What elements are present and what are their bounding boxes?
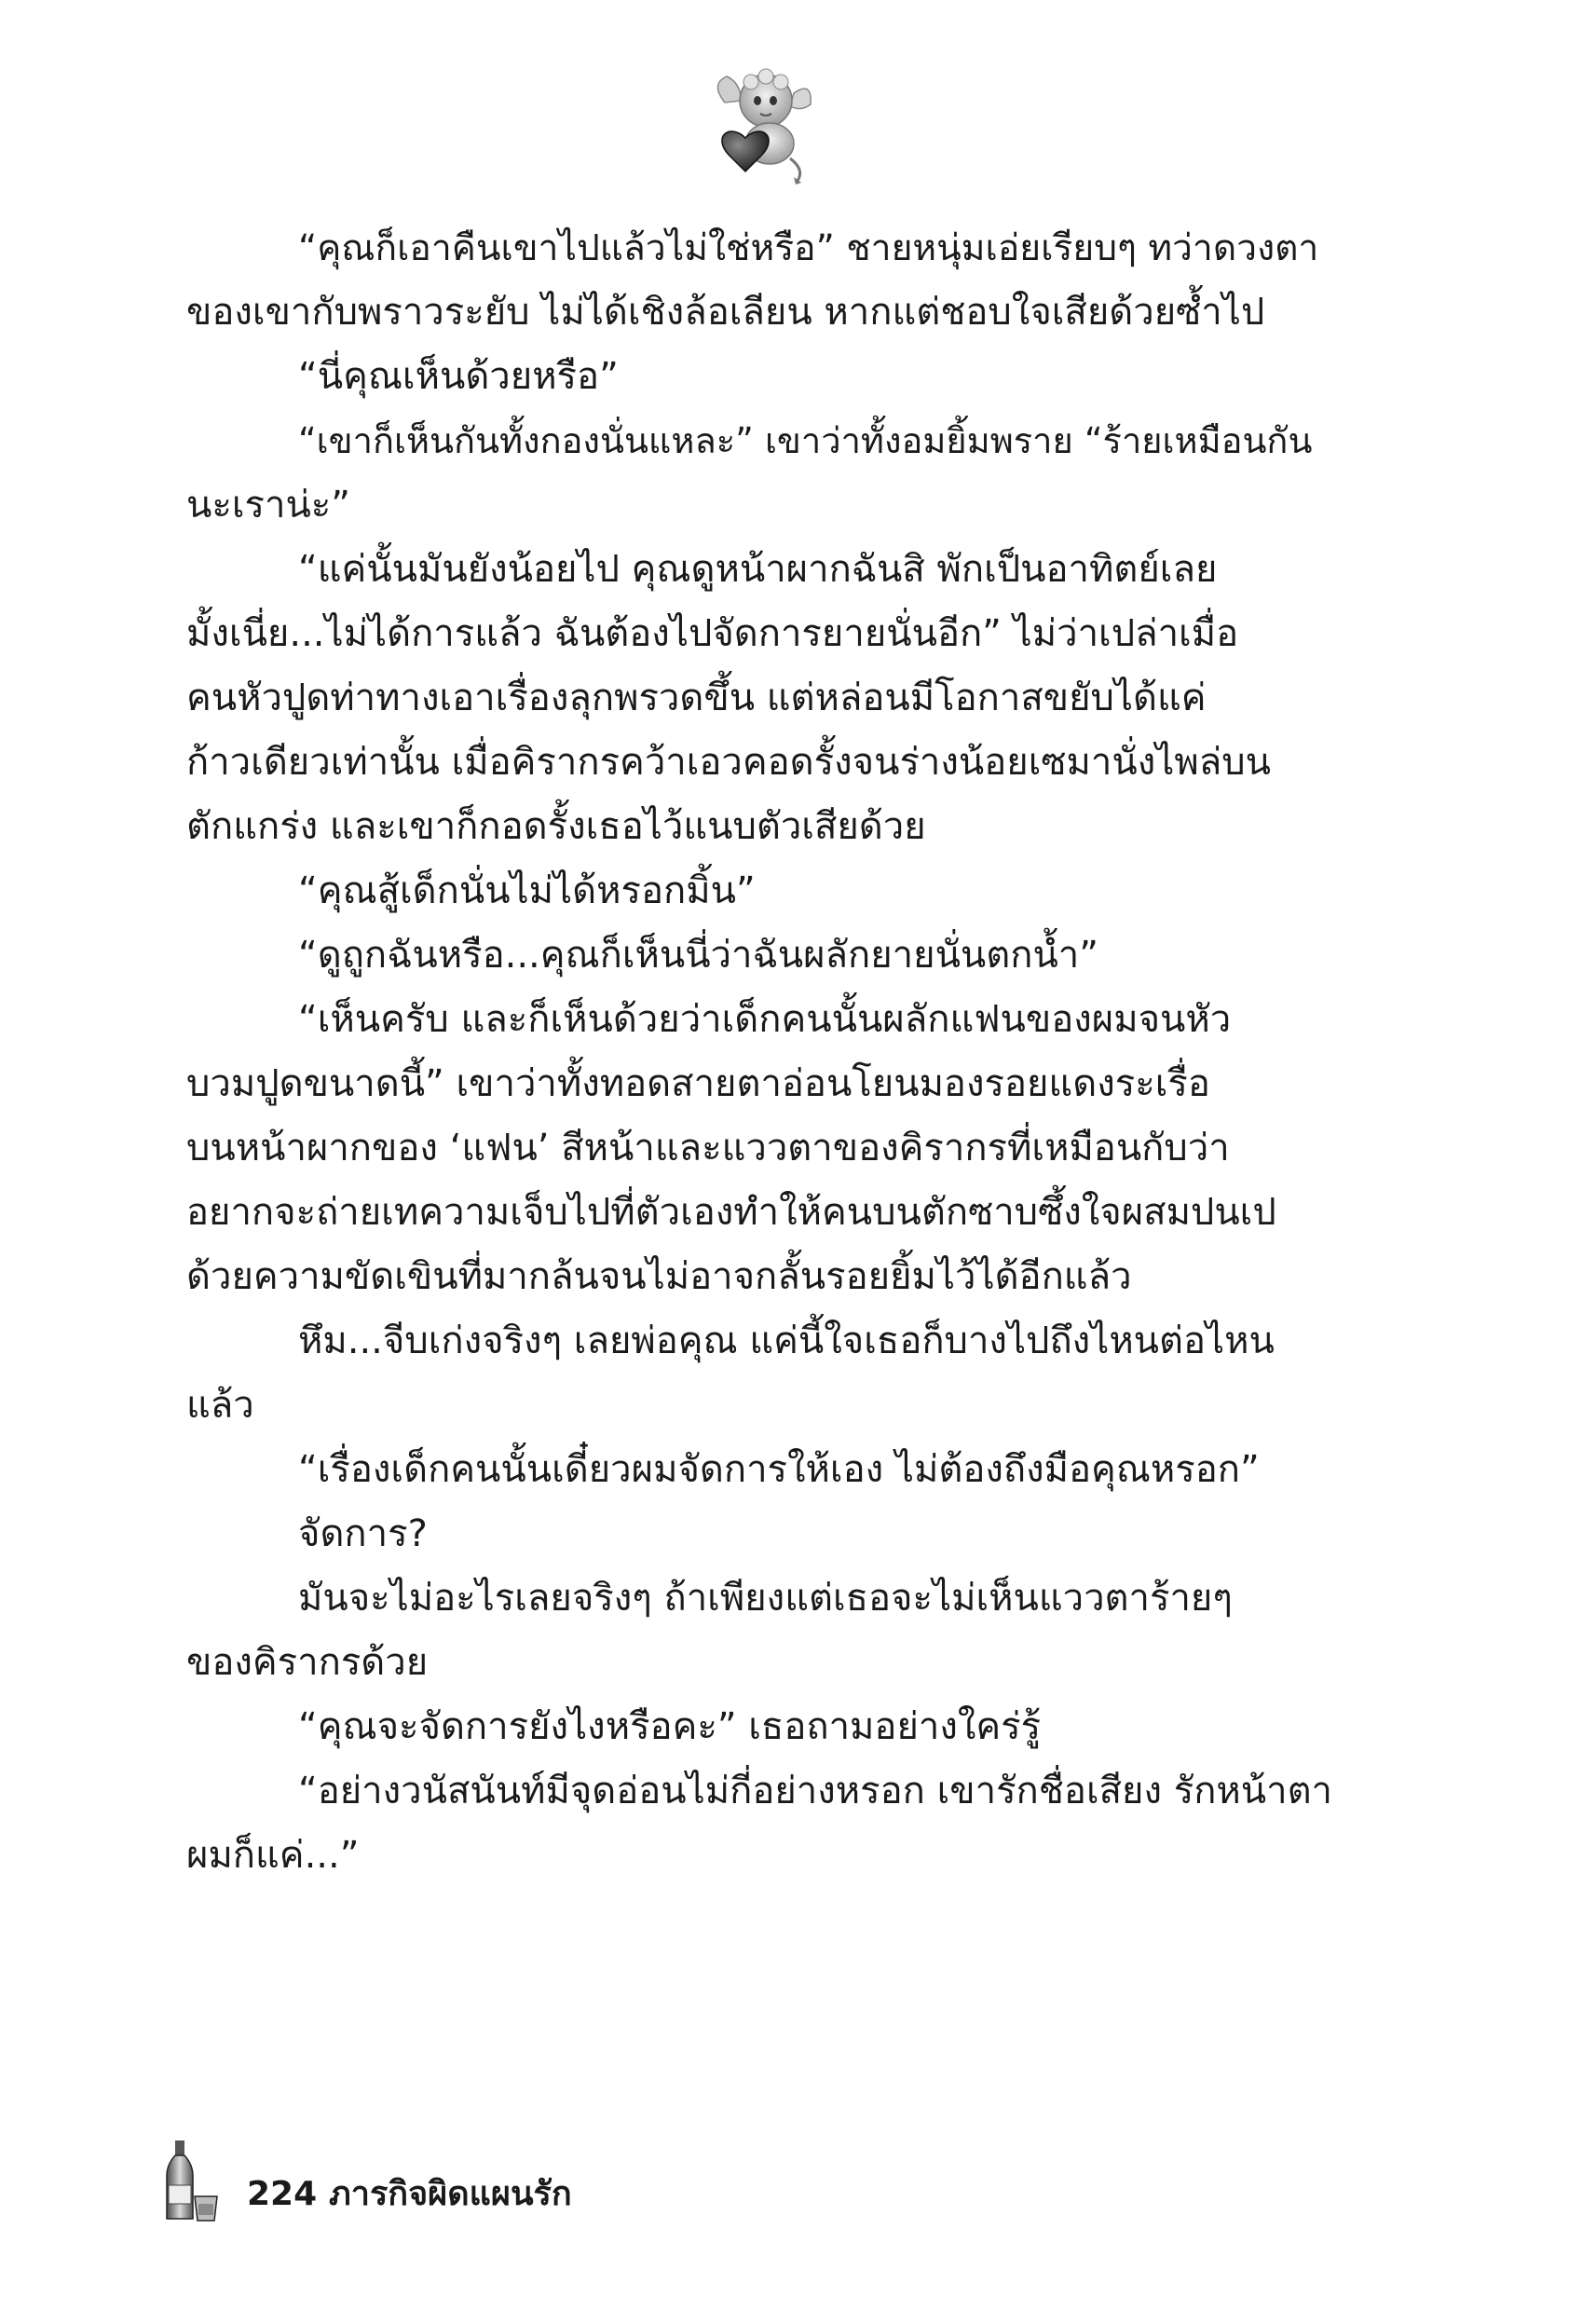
text-line: “เห็นครับ และก็เห็นด้วยว่าเด็กคนนั้นผลักแฟนของผมจนหัว [298, 998, 1232, 1041]
text-line: “อย่างวนัสนันท์มีจุดอ่อนไม่กี่อย่างหรอก เขารักชื่อเสียง รักหน้าตา [298, 1770, 1333, 1812]
text-line: “เรื่องเด็กคนนั้นเดี๋ยวผมจัดการให้เอง ไม่ต้องถึงมือคุณหรอก” [298, 1448, 1260, 1491]
bottle-glass-icon [163, 2139, 221, 2224]
text-line: ของเขากับพราวระยับ ไม่ได้เชิงล้อเลียน หากแต่ชอบใจเสียด้วยซ้ำไป [186, 291, 1265, 334]
text-line: มั้งเนี่ย...ไม่ได้การแล้ว ฉันต้องไปจัดการยายนั่นอีก” ไม่ว่าเปล่าเมื่อ [186, 612, 1239, 655]
text-line: อยากจะถ่ายเทความเจ็บไปที่ตัวเองทำให้คนบนตักซาบซึ้งใจผสมปนเป [186, 1191, 1276, 1234]
text-line: บวมปูดขนาดนี้” เขาว่าทั้งทอดสายตาอ่อนโยนมองรอยแดงระเรื่อ [186, 1062, 1210, 1105]
text-line: ของคิรากรด้วย [186, 1641, 429, 1684]
text-line: จัดการ? [298, 1512, 428, 1555]
text-line: นะเราน่ะ” [186, 484, 350, 526]
text-line: หึม...จีบเก่งจริงๆ เลยพ่อคุณ แค่นี้ใจเธอก็บางไปถึงไหนต่อไหน [298, 1320, 1275, 1362]
text-line: “คุณก็เอาคืนเขาไปแล้วไม่ใช่หรือ” ชายหนุ่มเอ่ยเรียบๆ ทว่าดวงตา [298, 227, 1319, 269]
book-title: ภารกิจผิดแผนรัก [329, 2175, 572, 2213]
cupid-heart-icon [708, 65, 820, 186]
text-line: “คุณสู้เด็กนั่นไม่ได้หรอกมิ้น” [298, 869, 756, 912]
text-line: “ดูถูกฉันหรือ...คุณก็เห็นนี่ว่าฉันผลักยายนั่นตกน้ำ” [298, 934, 1098, 977]
text-line: แล้ว [186, 1384, 254, 1427]
text-line: บนหน้าผากของ ‘แฟน’ สีหน้าและแววตาของคิรากรที่เหมือนกับว่า [186, 1127, 1230, 1169]
text-line: “คุณจะจัดการยังไงหรือคะ” เธอถามอย่างใคร่รู้ [298, 1705, 1042, 1748]
text-line: “เขาก็เห็นกันทั้งกองนั่นแหละ” เขาว่าทั้งอมยิ้มพราย “ร้ายเหมือนกัน [298, 420, 1313, 461]
text-line: “แค่นั้นมันยังน้อยไป คุณดูหน้าผากฉันสิ พักเป็นอาทิตย์เลย [298, 548, 1218, 591]
text-line: ตักแกร่ง และเขาก็กอดรั้งเธอไว้แนบตัวเสียด้วย [186, 805, 926, 848]
text-line: ผมก็แค่...” [186, 1834, 360, 1877]
text-line: คนหัวปูดท่าทางเอาเรื่องลุกพรวดขึ้น แต่หล่อนมีโอกาสขยับได้แค่ [186, 677, 1207, 719]
page-footer [163, 2139, 815, 2222]
text-line: “นี่คุณเห็นด้วยหรือ” [298, 355, 619, 398]
page-number: 224 [247, 2175, 318, 2213]
body-text [186, 216, 1332, 1888]
text-line: มันจะไม่อะไรเลยจริงๆ ถ้าเพียงแต่เธอจะไม่เห็นแววตาร้ายๆ [298, 1577, 1233, 1620]
text-line: ก้าวเดียวเท่านั้น เมื่อคิรากรคว้าเอวคอดรั้งจนร่างน้อยเซมานั่งไพล่บน [186, 741, 1271, 784]
text-line: ด้วยความขัดเขินที่มากล้นจนไม่อาจกลั้นรอยยิ้มไว้ได้อีกแล้ว [186, 1255, 1132, 1298]
